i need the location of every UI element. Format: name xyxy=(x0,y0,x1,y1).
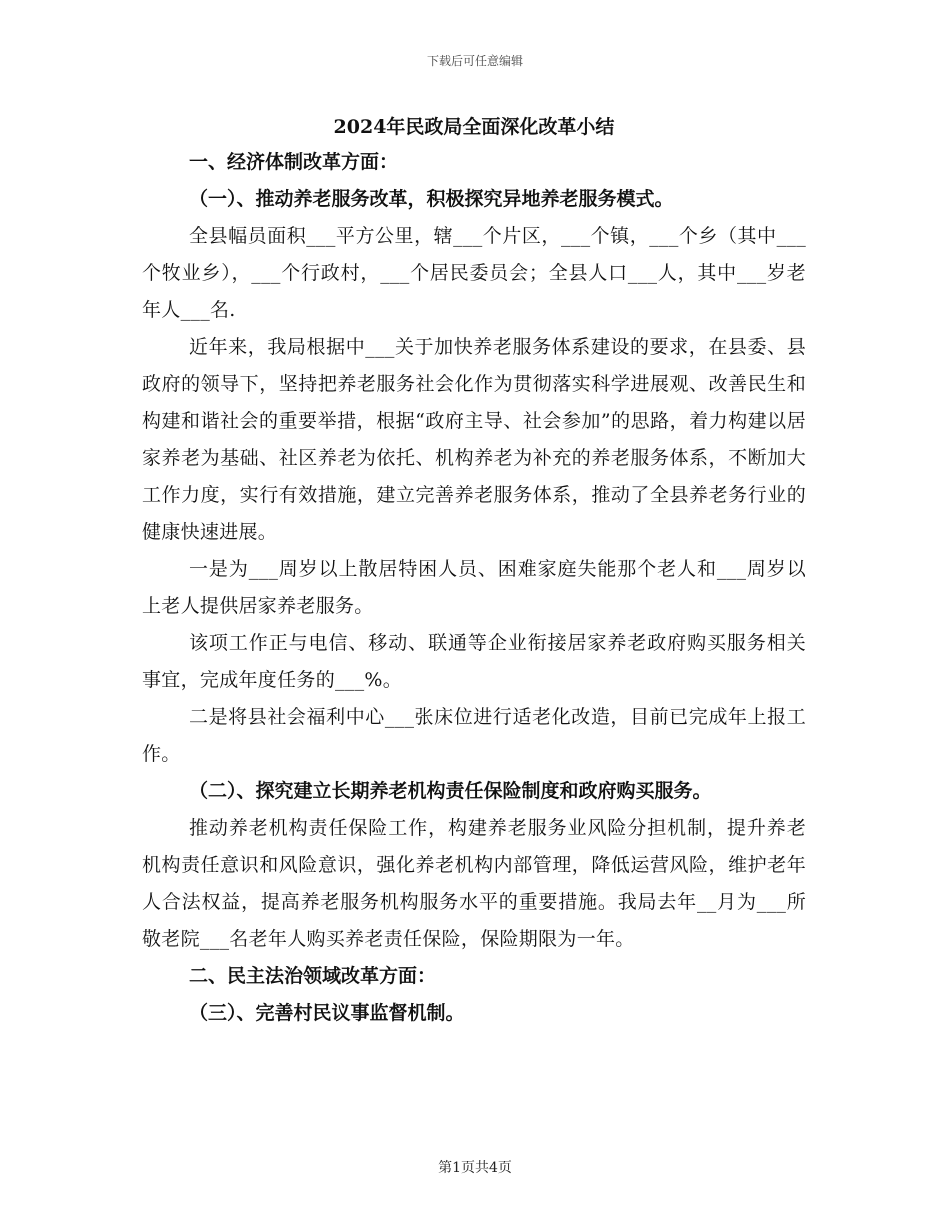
paragraph-point-one: 一是为___周岁以上散居特困人员、困难家庭失能那个老人和___周岁以上老人提供居家养老服务。 xyxy=(142,558,806,617)
section-heading-rule-of-law: 二、民主法治领域改革方面： xyxy=(189,965,437,987)
document-body xyxy=(142,112,806,1032)
subsection-heading-3: （三）、完善村民议事监督机制。 xyxy=(189,1002,465,1024)
section-heading-economic-reform: 一、经济体制改革方面： xyxy=(189,151,399,173)
document-title: 2024年民政局全面深化改革小结 xyxy=(333,116,615,138)
subsection-heading-1: （一）、推动养老服务改革，积极探究异地养老服务模式。 xyxy=(189,188,674,210)
paragraph-insurance: 推动养老机构责任保险工作，构建养老服务业风险分担机制，提升养老机构责任意识和风险意识，强化养老机构内部管理，降低运营风险，维护老年人合法权益，提高养老服务机构服务水平的重要措施。我局去年__月为___所敬老院___名老年人购买养老责任保险，保险期限为一年。 xyxy=(142,817,806,950)
paragraph-telecom-work: 该项工作正与电信、移动、联通等企业衔接居家养老政府购买服务相关事宜，完成年度任务的___%。 xyxy=(142,632,806,691)
subsection-heading-2: （二）、探究建立长期养老机构责任保险制度和政府购买服务。 xyxy=(189,780,712,802)
page-number: 第1页共4页 xyxy=(438,1160,512,1176)
paragraph-county-overview: 全县幅员面积___平方公里，辖___个片区，___个镇，___个乡（其中___个牧业乡），___个行政村，___个居民委员会；全县人口___人，其中___岁老年人___名. xyxy=(142,225,806,321)
paragraph-point-two: 二是将县社会福利中心___张床位进行适老化改造，目前已完成年上报工作。 xyxy=(142,706,806,765)
paragraph-recent-years: 近年来，我局根据中___关于加快养老服务体系建设的要求，在县委、县政府的领导下，坚持把养老服务社会化作为贯彻落实科学进展观、改善民生和构建和谐社会的重要举措，根据“政府主导、社会参加”的思路，着力构建以居家养老为基础、社区养老为依托、机构养老为补充的养老服务体系，不断加大工作力度，实行有效措施，建立完善养老服务体系，推动了全县养老务行业的健康快速进展。 xyxy=(142,336,806,543)
page-header-note: 下载后可任意编辑 xyxy=(426,54,523,68)
